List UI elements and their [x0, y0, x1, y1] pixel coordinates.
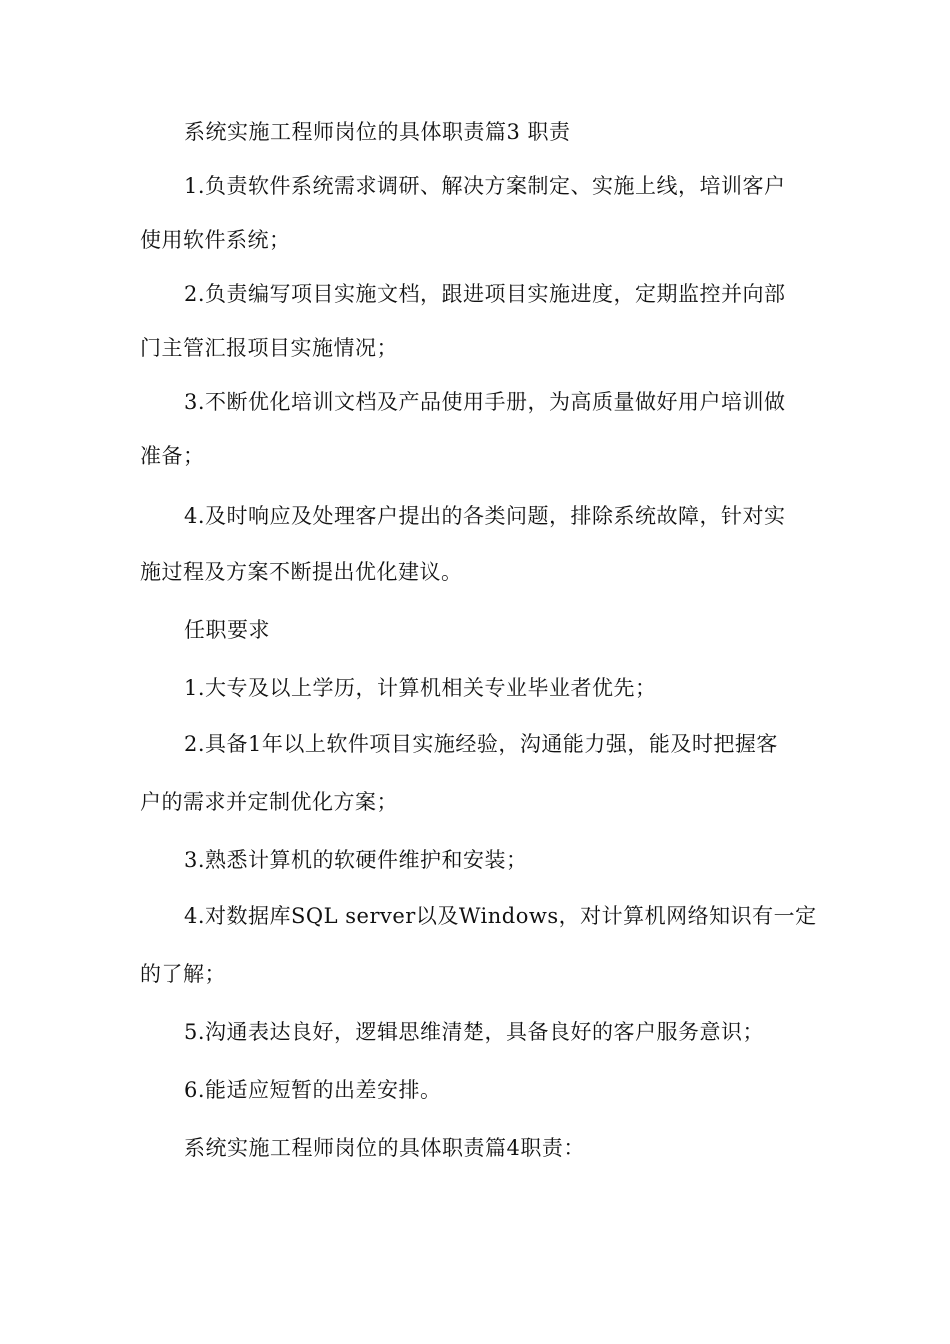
paragraph-line: 1.负责软件系统需求调研、解决方案制定、实施上线，培训客户 [184, 174, 786, 198]
paragraph-line: 户的需求并定制优化方案； [140, 790, 398, 814]
paragraph-line: 2.负责编写项目实施文档，跟进项目实施进度，定期监控并向部 [184, 282, 786, 306]
section-heading-4: 系统实施工程师岗位的具体职责篇4职责： [184, 1136, 585, 1160]
paragraph-line: 2.具备1年以上软件项目实施经验，沟通能力强，能及时把握客 [184, 732, 778, 756]
paragraph-line: 准备； [140, 444, 205, 468]
paragraph-line: 的了解； [140, 962, 226, 986]
paragraph-line: 使用软件系统； [140, 228, 291, 252]
section-heading-3: 系统实施工程师岗位的具体职责篇3 职责 [184, 120, 571, 144]
paragraph-line: 4.及时响应及处理客户提出的各类问题，排除系统故障，针对实 [184, 504, 786, 528]
paragraph-line: 5.沟通表达良好，逻辑思维清楚，具备良好的客户服务意识； [184, 1020, 765, 1044]
section-heading-requirements: 任职要求 [184, 618, 270, 642]
paragraph-line: 3.熟悉计算机的软硬件维护和安装； [184, 848, 528, 872]
paragraph-line: 6.能适应短暂的出差安排。 [184, 1078, 442, 1102]
paragraph-line: 施过程及方案不断提出优化建议。 [140, 560, 463, 584]
paragraph-line: 1.大专及以上学历，计算机相关专业毕业者优先； [184, 676, 657, 700]
paragraph-line: 4.对数据库SQL server以及Windows，对计算机网络知识有一定 [184, 904, 817, 928]
paragraph-line: 3.不断优化培训文档及产品使用手册，为高质量做好用户培训做 [184, 390, 786, 414]
paragraph-line: 门主管汇报项目实施情况； [140, 336, 398, 360]
